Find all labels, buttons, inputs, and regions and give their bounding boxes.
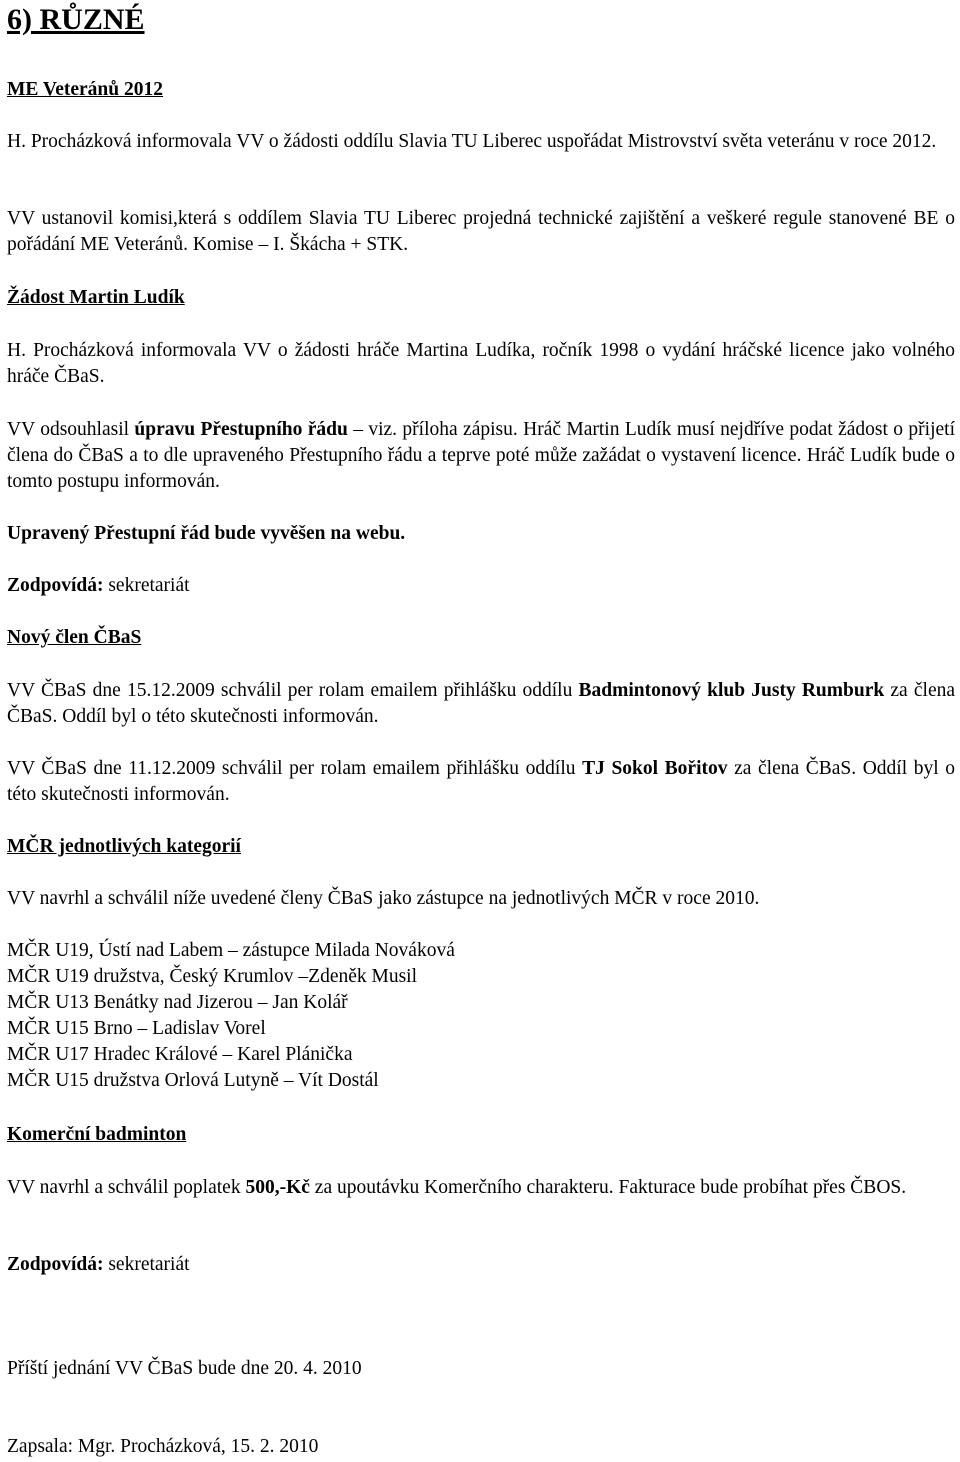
komercni-paragraph	[7, 1175, 955, 1201]
list-item: MČR U15 Brno – Ladislav Vorel	[7, 1018, 266, 1039]
mcr-list	[7, 938, 955, 1094]
zadost-p2-end: – viz. příloha zápisu. Hráč Martin Ludík musí nejdříve podat žádost o přijetí člena do ČBaS a to dle upraveného Přestupního řádu a teprve poté může zažádat o vystavení licence. Hráč Ludík bude o tomto postupu informován.	[7, 419, 956, 492]
section-title: 6) RŮZNÉ	[7, 3, 145, 36]
zadost-heading: Žádost Martin Ludík	[7, 287, 185, 308]
me-paragraph-1: H. Procházková informovala VV o žádosti oddílu Slavia TU Liberec uspořádat Mistrovství světa veteránu v roce 2012.	[7, 131, 937, 152]
zadost-paragraph-2	[7, 417, 955, 495]
list-item: MČR U15 družstva Orlová Lutyně – Vít Dostál	[7, 1070, 379, 1091]
zadost-resp-value: sekretariát	[108, 575, 190, 596]
mcr-heading: MČR jednotlivých kategorií	[7, 836, 241, 857]
komercni-fee: 500,-Kč	[245, 1177, 310, 1198]
me-paragraph-2: VV ustanovil komisi,která s oddílem Slavia TU Liberec projedná technické zajištění a veškeré regule stanovené BE o pořádání ME Veteránů. Komise – I. Škácha + STK.	[7, 208, 955, 255]
novy-p2-start: VV ČBaS dne 11.12.2009 schválil per rolam emailem přihlášku oddílu	[7, 758, 576, 779]
komercni-resp-value: sekretariát	[108, 1254, 190, 1275]
me-heading: ME Veteránů 2012	[7, 79, 163, 100]
zadost-p2-bold: úpravu Přestupního řádu	[134, 419, 348, 440]
list-item: MČR U19 družstva, Český Krumlov –Zdeněk Musil	[7, 966, 418, 987]
novy-p2-club: TJ Sokol Bořitov	[582, 758, 728, 779]
next-meeting: Příští jednání VV ČBaS bude dne 20. 4. 2010	[7, 1358, 362, 1379]
zadost-p2-start: VV odsouhlasil	[7, 419, 130, 440]
novy-paragraph-2	[7, 756, 955, 808]
komercni-p1-end: za upoutávku Komerčního charakteru. Fakturace bude probíhat přes ČBOS.	[314, 1177, 907, 1198]
novy-p1-start: VV ČBaS dne 15.12.2009 schválil per rolam emailem přihlášku oddílu	[7, 680, 573, 701]
list-item: MČR U19, Ústí nad Labem – zástupce Milada Nováková	[7, 940, 455, 961]
novy-heading: Nový člen ČBaS	[7, 627, 142, 648]
novy-p2-end: za člena ČBaS. Oddíl byl o této skutečnosti informován.	[7, 758, 956, 805]
zadost-paragraph-1: H. Procházková informovala VV o žádosti hráče Martina Ludíka, ročník 1998 o vydání hráčské licence jako volného hráče ČBaS.	[7, 340, 955, 387]
zadost-notice: Upravený Přestupní řád bude vyvěšen na webu.	[7, 523, 406, 544]
recorded-by: Zapsala: Mgr. Procházková, 15. 2. 2010	[7, 1436, 319, 1457]
komercni-responsible	[7, 1252, 955, 1278]
komercni-p1-start: VV navrhl a schválil poplatek	[7, 1177, 241, 1198]
novy-p1-end: za člena ČBaS. Oddíl byl o této skutečnosti informován.	[7, 680, 956, 727]
novy-paragraph-1	[7, 678, 955, 730]
list-item: MČR U17 Hradec Králové – Karel Plánička	[7, 1044, 353, 1065]
komercni-resp-label: Zodpovídá:	[7, 1254, 104, 1275]
novy-p1-club: Badmintonový klub Justy Rumburk	[578, 680, 885, 701]
list-item: MČR U13 Benátky nad Jizerou – Jan Kolář	[7, 992, 348, 1013]
zadost-responsible	[7, 573, 955, 599]
zadost-resp-label: Zodpovídá:	[7, 575, 104, 596]
komercni-heading: Komerční badminton	[7, 1124, 187, 1145]
mcr-intro: VV navrhl a schválil níže uvedené členy ČBaS jako zástupce na jednotlivých MČR v roce 2010.	[7, 888, 760, 909]
